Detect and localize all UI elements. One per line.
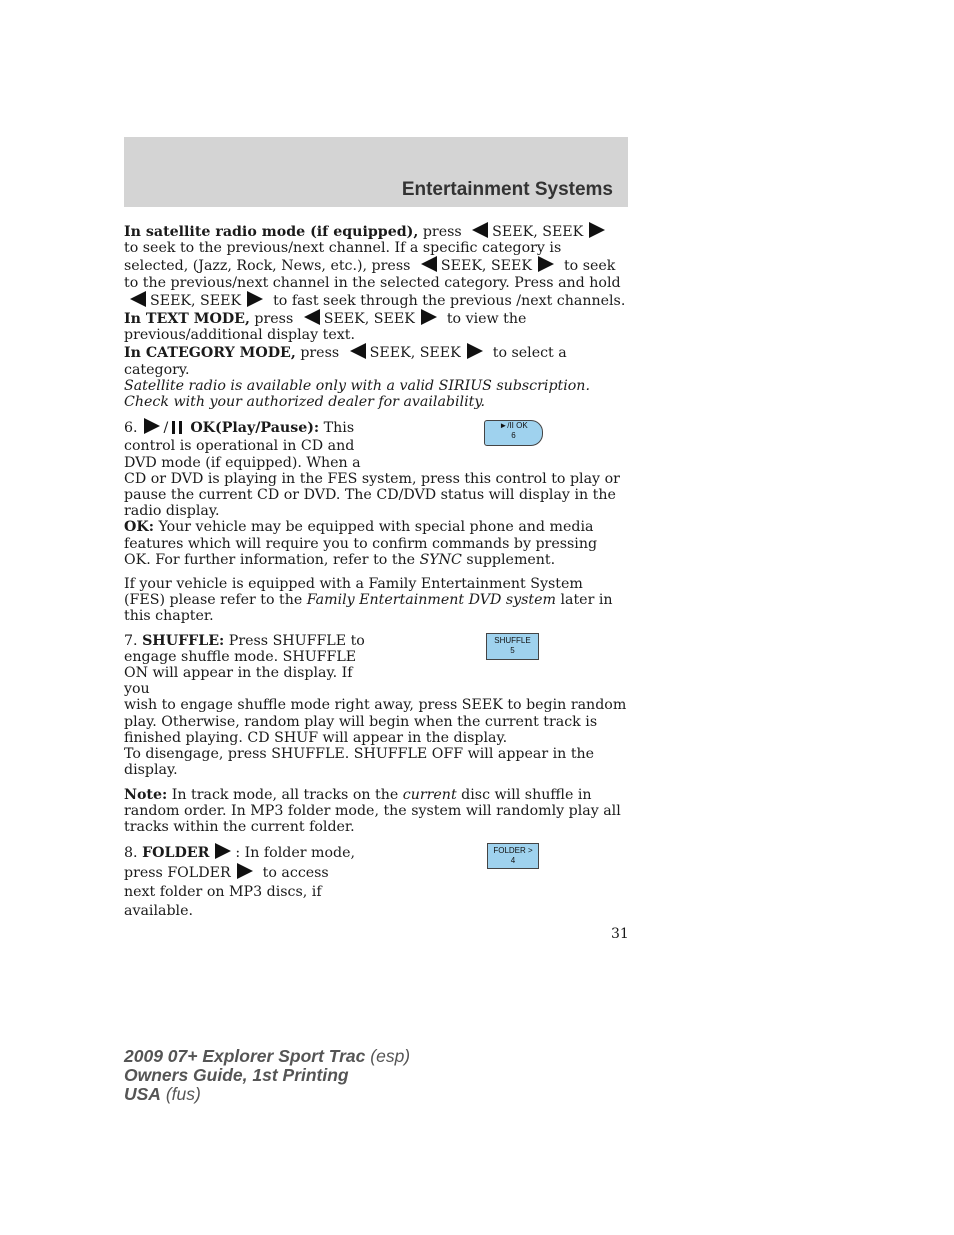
pause-icon — [172, 421, 186, 438]
seek-left-icon — [421, 256, 437, 272]
note-paragraph: Note: In track mode, all tracks on the current disc will shuffle in random order. In MP3 folder mode, the system will randomly play all tracks within the current folder. — [124, 786, 621, 835]
seek-right-icon — [589, 222, 605, 238]
folder-next-icon — [215, 843, 231, 859]
seek-left-icon — [350, 343, 366, 359]
seek-right-icon — [467, 343, 483, 359]
seek-right-icon — [247, 291, 263, 307]
category-mode-paragraph: In CATEGORY MODE, press SEEK, SEEK to select a category. — [124, 345, 567, 378]
fes-paragraph: If your vehicle is equipped with a Family Entertainment System (FES) please refer to the Family Entertainment DVD system later in this chapter. — [124, 576, 613, 625]
sirius-note: Satellite radio is available only with a valid SIRIUS subscription. Check with your authorized dealer for availability. — [124, 377, 590, 411]
ok-paragraph: OK: Your vehicle may be equipped with special phone and media features which will require you to confirm commands by pressing OK. For further information, refer to the SYNC supplement. — [124, 519, 598, 568]
item-7: SHUFFLE 5 7. SHUFFLE: Press SHUFFLE to engage shuffle mode. SHUFFLE ON will appear in the display. If you wish to engage shuffle mode right away, press SEEK to begin random play. Otherwise, random play will begin when the current track is finished playing. CD SHUF will appear in the display. To disengage, press SHUFFLE. SHUFFLE OFF will appear in the display. — [124, 632, 627, 779]
shuffle-button-icon: SHUFFLE 5 — [486, 633, 539, 660]
seek-left-icon — [472, 222, 488, 238]
text-mode-paragraph: In TEXT MODE, press SEEK, SEEK to view the previous/additional display text. — [124, 311, 527, 344]
seek-left-icon — [130, 291, 146, 307]
header-band — [124, 137, 628, 207]
page-number: 31 — [611, 926, 629, 942]
main-content — [124, 222, 628, 921]
item-6: ►/II OK 6 6. / OK(Play/Pause): This control is operational in CD and DVD mode (if equipped). When a CD or DVD is playing in the FES system, press this control to play or pause the current CD or DVD. The CD/DVD status will display in the radio display. OK: Your vehicle may be equipped with special phone and media features which will require you to confirm commands by pressing OK. For further information, refer to the SYNC supplement. — [124, 418, 628, 568]
section-title: Entertainment Systems — [401, 179, 613, 200]
seek-left-icon — [304, 309, 320, 325]
play-icon — [144, 418, 160, 434]
ok-play-pause-button-icon: ►/II OK 6 — [484, 420, 543, 446]
folder-next-icon — [237, 863, 253, 879]
footer: 2009 07+ Explorer Sport Trac (esp) Owners Guide, 1st Printing USA (fus) — [124, 1046, 411, 1104]
seek-right-icon — [421, 309, 437, 325]
satellite-paragraph: In satellite radio mode (if equipped), press SEEK, SEEKto seek to the previous/next channel. If a specific category is selected, (Jazz, Rock, News, etc.), press SEEK, SEEK to seek to the previous/next channel in the selected category. Press and hold SEEK, SEEK to fast seek through the previous /next channels. — [124, 224, 626, 309]
seek-right-icon — [538, 256, 554, 272]
item-8: FOLDER > 4 8. FOLDER : In folder mode, press FOLDER to access next folder on MP3 discs, if available. — [124, 843, 628, 921]
folder-button-icon: FOLDER > 4 — [487, 843, 539, 869]
satellite-lead: In satellite radio mode (if equipped), — [124, 224, 419, 240]
